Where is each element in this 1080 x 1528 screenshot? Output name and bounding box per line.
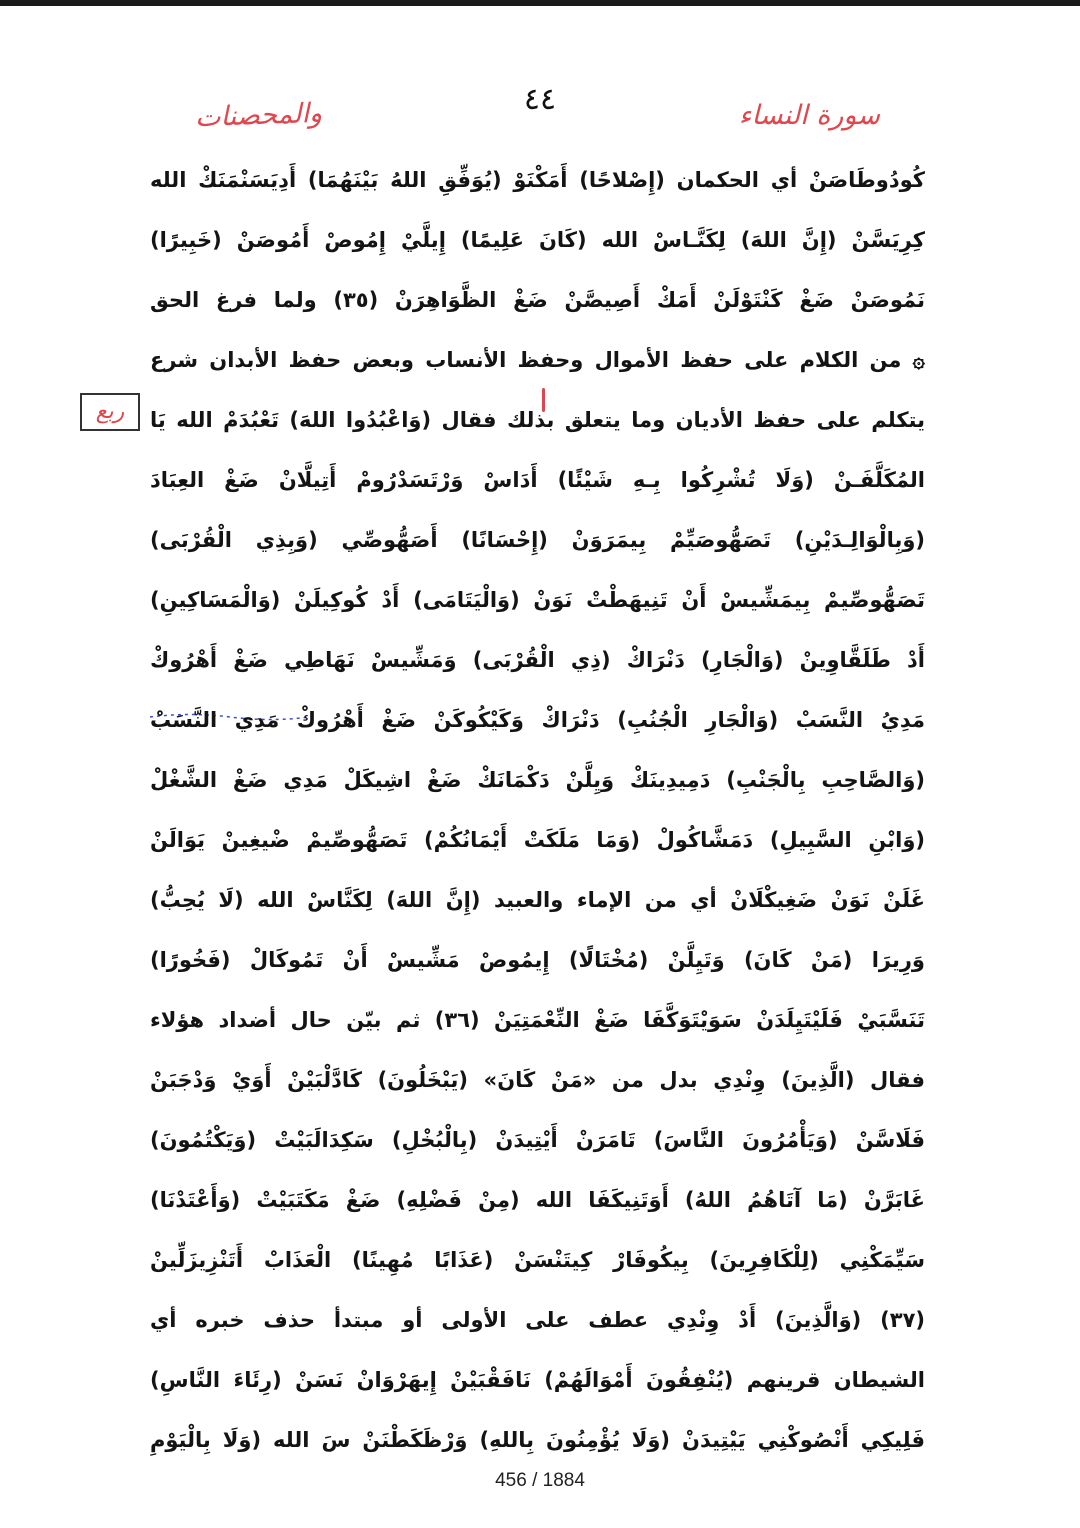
text-line: فقال (الَّذِينَ) وِنْدِي بدل من «مَنْ كَانَ» (يَبْخَلُونَ) كَادَّلْبَيْنْ أَوَيْ وَدْجَبَنْ	[150, 1068, 925, 1092]
text-line: كُودُوطَاصَنْ أي الحكمان (إِصْلاحًا) أَمَكْنَوْ (يُوَفِّقِ اللهُ بَيْنَهُمَا) أَدِيَسَنْمَنَكْ الله	[150, 168, 925, 192]
surah-name-header: سورة النساء	[738, 100, 880, 131]
page-counter: 456 / 1884	[495, 1470, 585, 1491]
text-line: مَدِيُ النَّسَبْ (وَالْجَارِ الْجُنُبِ) دَنْرَاكْ وَكَيْكُوكَنْ ضَغْ أَهْرُوكْ مَدِي النَّسَبْ	[150, 708, 925, 732]
body-text	[150, 150, 925, 1470]
page-number: ٤٤	[523, 82, 557, 117]
text-line: سَيِّمَكْنِي (لِلْكَافِرِينَ) بِيكُوفَارْ كِيتَنْسَنْ (عَذَابًا مُهِينًا) الْعَذَابْ أَتَنْزِيزَلِّينْ	[150, 1248, 925, 1272]
scan-top-edge	[0, 0, 1080, 6]
text-line: يتكلم على حفظ الأديان وما يتعلق بذلك فقال (وَاعْبُدُوا اللهَ) تَعْبُدَمْ الله يَا	[150, 408, 925, 432]
quarter-marker-box: ربع	[80, 393, 140, 431]
text-line: كِرِيَسَّنْ (إِنَّ اللهَ) لِكَنَّـاسْ الله (كَانَ عَلِيمًا) إِيلَّيْ إِمُوصْ أَمُوصَنْ (خَبِيرًا)	[150, 228, 925, 252]
text-line: غَلَنْ نَوَنْ ضَغِيكْلَانْ أي من الإماء والعبيد (إِنَّ اللهَ) لِكَنَّاسْ الله (لَا يُحِبُّ)	[150, 888, 925, 912]
text-line: تَصَهُّوصِّيمْ بِيمَشِّيسْ أَنْ تَنِيهَطْتْ نَوَنْ (وَالْيَتَامَى) أَدْ كُوكِيلَنْ (وَالْمَسَاكِينِ)	[150, 588, 925, 612]
text-line: (وَبِالْوَالِـدَيْنِ) تَصَهُّوصَيِّمْ بِيمَرَوَنْ (إِحْسَانًا) أَصَهُّوصِّي (وَبِذِي الْقُرْبَى)	[150, 528, 925, 552]
text-line: فَلِيكِي أَنْصُوكْنِي يَيْتِيدَنْ (وَلَا يُؤْمِنُونَ بِاللهِ) وَرْظَكَطْنَنْ سَ الله (وَلَا بِالْيَوْمِ	[150, 1428, 925, 1452]
text-line: (وَابْنِ السَّبِيلِ) دَمَشَّاكُولْ (وَمَا مَلَكَتْ أَيْمَانُكُمْ) تَصَهُّوصِّيمْ ضْيغِينْ يَوَالَنْ	[150, 828, 925, 852]
text-line: غَابَرَّنْ (مَا آتَاهُمُ اللهُ) أَوَتَنِيكَفَا الله (مِنْ فَضْلِهِ) ضَغْ مَكَتَبَيْتْ (وَأَعْتَدْنَا)	[150, 1188, 925, 1212]
text-line: (٣٧) (وَالَّذِينَ) أَدْ وِنْدِي عطف على الأولى أو مبتدأ حذف خبره أي	[150, 1308, 925, 1332]
text-line: المُكَلَّفَـنْ (وَلَا تُشْرِكُوا بِـهِ شَيْئًا) أَدَاسْ وَرْتَسَدْرُومْ أَتِيلَّانْ ضَغْ العِبَادَ	[150, 468, 925, 492]
text-line: (وَالصَّاحِبِ بِالْجَنْبِ) دَمِيدِينَكْ وَيِلَّنْ دَكْمَانَكْ ضَغْ اشِيكَلْ مَدِي ضَغْ الشَّغْلْ	[150, 768, 925, 792]
text-line: ۞ من الكلام على حفظ الأموال وحفظ الأنساب وبعض حفظ الأبدان شرع	[150, 348, 925, 372]
text-line: تَنَسَّبَيْ فَلَيْتَيِلَدَنْ سَوَيْتَوَكَّفَا ضَغْ النِّعْمَتِيَنْ (٣٦) ثم بيّن حال أضداد هؤلاء	[150, 1008, 925, 1032]
text-line: الشيطان قرينهم (يُنْفِقُونَ أَمْوَالَهُمْ) نَافَقْبَيْنْ إِيهَرْوَانْ نَسَنْ (رِئَاءَ النَّاسِ)	[150, 1368, 925, 1392]
text-line: فَلَاسَّنْ (وَيَأْمُرُونَ النَّاسَ) تَامَرَنْ أَيْتِيدَنْ (بِالْبُخْلِ) سَكِدَالَبَيْتْ (وَيَكْتُمُونَ)	[150, 1128, 925, 1152]
text-line: أَدْ طَلَقَّاوِينْ (وَالْجَارِ) دَنْرَاكْ (ذِي الْقُرْبَى) وَمَشِّيسْ نَهَاطِي ضَغْ أَهْرُوكْ	[150, 648, 925, 672]
text-line: وَرِيرَا (مَنْ كَانَ) وَتَيِلَّنْ (مُخْتَالًا) إِيمُوصْ مَشِّيسْ أَنْ تَمُوكَالْ (فَخُورًا)	[150, 948, 925, 972]
juz-name-header: والمحصنات	[194, 97, 323, 134]
text-line: نَمُوصَنْ ضَغْ كَنْتَوْلَنْ أَمَكْ أَصِيصَّنْ ضَغْ الظَّوَاهِرَنْ (٣٥) ولما فرغ الحق	[150, 288, 925, 312]
